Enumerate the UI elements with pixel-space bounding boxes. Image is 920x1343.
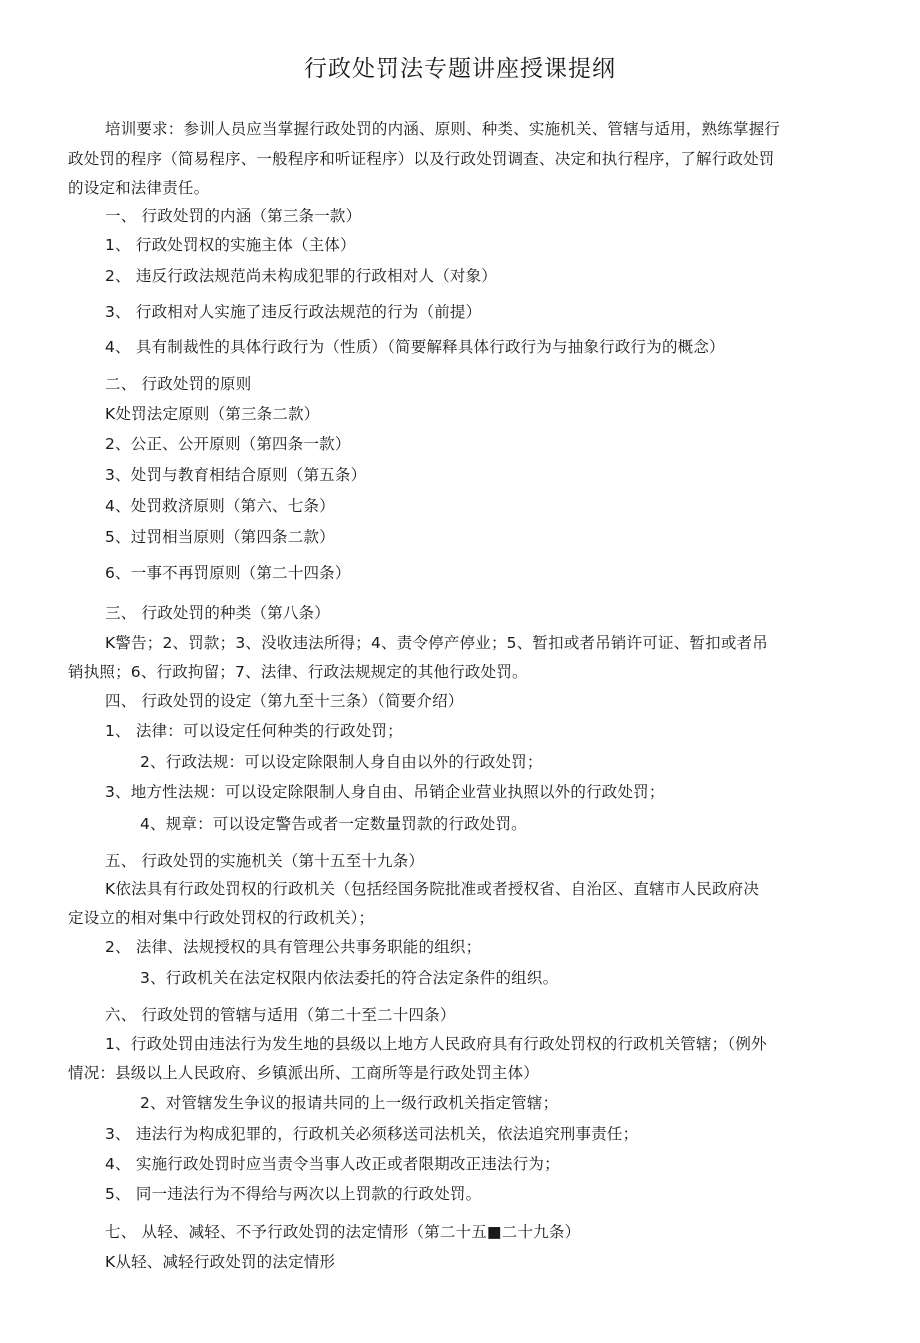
- list-item: K处罚法定原则（第三条二款）: [105, 405, 320, 423]
- list-item: 5、 同一违法行为不得给与两次以上罚款的行政处罚。: [105, 1185, 482, 1203]
- paragraph-line: K依法具有行政处罚权的行政机关（包括经国务院批准或者授权省、自治区、直辖市人民政府决: [105, 880, 760, 898]
- list-item: 2、 法律、法规授权的具有管理公共事务职能的组织；: [105, 938, 482, 956]
- list-item: 3、 违法行为构成犯罪的，行政机关必须移送司法机关，依法追究刑事责任；: [105, 1125, 639, 1143]
- section-heading-1: 一、 行政处罚的内涵（第三条一款）: [105, 207, 362, 225]
- list-item: 4、 实施行政处罚时应当责令当事人改正或者限期改正违法行为；: [105, 1155, 560, 1173]
- document-title: 行政处罚法专题讲座授课提纲: [304, 56, 616, 82]
- section-heading-7: 七、 从轻、减轻、不予行政处罚的法定情形（第二十五■二十九条）: [105, 1223, 581, 1241]
- list-item: 3、行政机关在法定权限内依法委托的符合法定条件的组织。: [140, 969, 559, 987]
- paragraph-line: 销执照；6、行政拘留；7、法律、行政法规规定的其他行政处罚。: [68, 663, 528, 681]
- paragraph-line: K警告；2、罚款；3、没收违法所得；4、责令停产停业；5、暂扣或者吊销许可证、暂扣或者吊: [105, 634, 768, 652]
- list-item: 2、公正、公开原则（第四条一款）: [105, 435, 351, 453]
- list-item: 5、过罚相当原则（第四条二款）: [105, 528, 335, 546]
- training-requirement-line-2: 政处罚的程序（简易程序、一般程序和听证程序）以及行政处罚调查、决定和执行程序，了解行政处罚: [68, 150, 775, 168]
- training-requirement-line-3: 的设定和法律责任。: [68, 179, 210, 197]
- list-item: 3、处罚与教育相结合原则（第五条）: [105, 466, 367, 484]
- list-item: 2、 违反行政法规范尚未构成犯罪的行政相对人（对象）: [105, 267, 497, 285]
- section-heading-3: 三、 行政处罚的种类（第八条）: [105, 604, 330, 622]
- list-item: 3、 行政相对人实施了违反行政法规范的行为（前提）: [105, 303, 482, 321]
- list-item: 2、对管辖发生争议的报请共同的上一级行政机关指定管辖；: [140, 1094, 559, 1112]
- list-item: 6、一事不再罚原则（第二十四条）: [105, 564, 351, 582]
- list-item: 4、处罚救济原则（第六、七条）: [105, 497, 335, 515]
- paragraph-line: 1、行政处罚由违法行为发生地的县级以上地方人民政府具有行政处罚权的行政机关管辖；（例外: [105, 1035, 767, 1053]
- list-item: 1、 行政处罚权的实施主体（主体）: [105, 236, 356, 254]
- section-heading-6: 六、 行政处罚的管辖与适用（第二十至二十四条）: [105, 1006, 456, 1024]
- paragraph-line: 定设立的相对集中行政处罚权的行政机关）；: [68, 909, 375, 927]
- list-item: 4、 具有制裁性的具体行政行为（性质）（简要解释具体行政行为与抽象行政行为的概念）: [105, 338, 725, 356]
- list-item: 2、行政法规：可以设定除限制人身自由以外的行政处罚；: [140, 753, 543, 771]
- paragraph-line: 情况：县级以上人民政府、乡镇派出所、工商所等是行政处罚主体）: [68, 1064, 540, 1082]
- list-item: 4、规章：可以设定警告或者一定数量罚款的行政处罚。: [140, 815, 527, 833]
- list-item: K从轻、减轻行政处罚的法定情形: [105, 1253, 336, 1271]
- training-requirement-line-1: 培训要求：参训人员应当掌握行政处罚的内涵、原则、种类、实施机关、管辖与适用，熟练掌握行: [105, 120, 781, 138]
- list-item: 3、地方性法规：可以设定除限制人身自由、吊销企业营业执照以外的行政处罚；: [105, 783, 665, 801]
- section-heading-2: 二、 行政处罚的原则: [105, 375, 252, 393]
- section-heading-4: 四、 行政处罚的设定（第九至十三条）（简要介绍）: [105, 692, 464, 710]
- section-heading-5: 五、 行政处罚的实施机关（第十五至十九条）: [105, 852, 425, 870]
- list-item: 1、 法律：可以设定任何种类的行政处罚；: [105, 722, 403, 740]
